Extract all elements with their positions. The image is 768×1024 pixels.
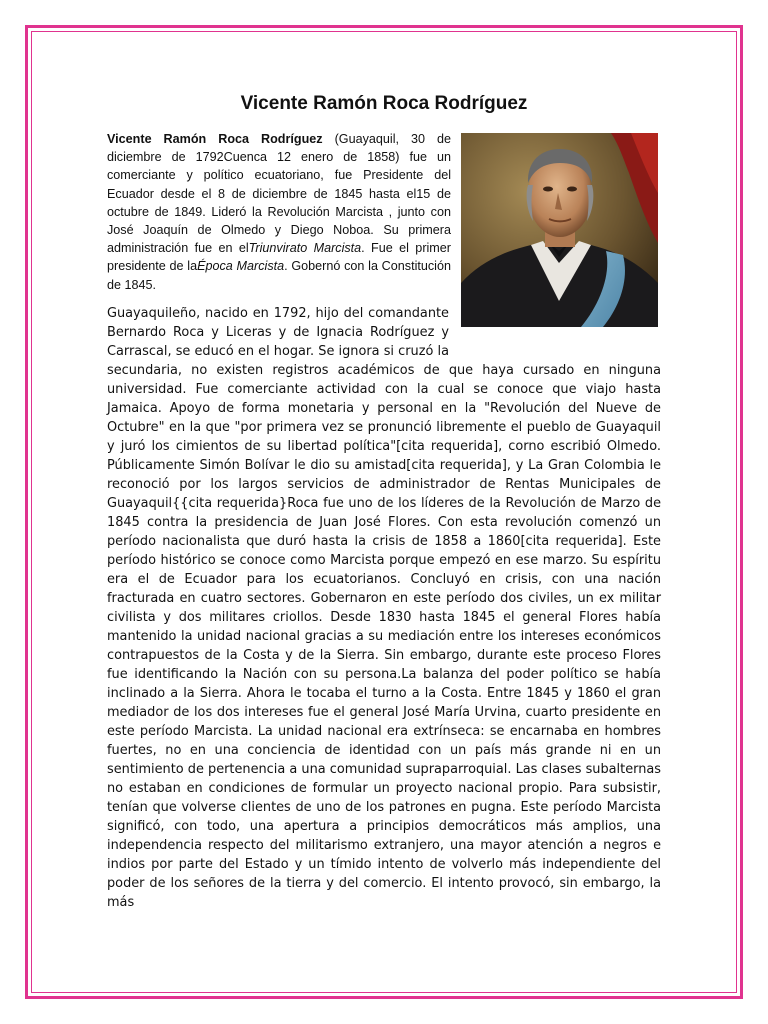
intro-text-3: . Gobernó con la Constitución de 1845.	[107, 259, 451, 292]
intro-italic-1: Triunvirato Marcista	[248, 241, 362, 256]
intro-text-1: (Guayaquil, 30 de diciembre de 1792Cuenca 12 enero de 1858) fue un comerciante y político ecuatoriano, fue Presidente del Ecuador desde el 8 de diciembre de 1845 hasta el15 de octubre de 1849. Lideró la Revolución Marcista , junto con José Joaquín de Olmedo y Diego Noboa. Su primera administración fue en el	[107, 132, 451, 256]
body-paragraph	[107, 304, 661, 912]
image-wrap-spacer	[449, 304, 661, 352]
body-text: Guayaquileño, nacido en 1792, hijo del comandante Bernardo Roca y Liceras y de Ignacia Rodríguez y Carrascal, se educó en el hogar. Se ignora si cruzó la secundaria, no existen registros académicos de que haya cursado en ninguna universidad. Fue comerciante actividad con la cual se conoce que viajo hasta Jamaica. Apoyo de forma monetaria y personal en la "Revolución del Nueve de Octubre" en la que "por primera vez se pronunció libremente el pueblo de Guayaquil y juró los cimientos de su libertad política"[cita requerida], corno escribió Olmedo. Públicamente Simón Bolívar le dio su amistad[cita requerida], y La Gran Colombia le reconoció por los largos servicios de administrador de Rentas Municipales de Guayaquil{{cita requerida}Roca fue uno de los líderes de la Revolución de Marzo de 1845 contra la presidencia de Juan José Flores. Con esta revolución comenzó un período nacionalista que duró hasta la crisis de 1858 a 1860[cita requerida]. Este período histórico se conoce como Marcista porque empezó en ese marzo. Su espíritu era el de Ecuador para los ecuatorianos. Concluyó en crisis, con una nación fracturada en cuatro sectores. Gobernaron en este período dos civiles, un ex militar civilista y dos militares criollos. Desde 1830 hasta 1845 el general Flores había mantenido la unidad nacional gracias a su mediación entre los intereses económicos contrapuestos de la Costa y de la Sierra. Sin embargo, durante este proceso Flores fue identificando la Nación con su persona.La balanza del poder político se había inclinado a la Sierra. Ahora le tocaba el turno a la Costa. Entre 1845 y 1860 el gran mediador de los dos intereses fue el general José María Urvina, cuarto presidente en este período Marcista. La unidad nacional era extrínseca: se encarnaba en hombres fuertes, no en una conciencia de identidad con un país más grande ni en un sentimiento de pertenencia a una comunidad supraparroquial. Las clases subalternas no estaban en condiciones de formular un proyecto nacional propio. Para subsistir, tenían que volverse clientes de uno de los patrones en pugna. Este período Marcista significó, con todo, una apertura a principios democráticos más amplios, una independencia respecto del militarismo extranjero, una mayor atención a negros e indios por parte del Estado y un tímido intento de volverlo más independiente del poder de los señores de la tierra y del comercio. El intento provocó, sin embargo, la más	[107, 306, 661, 910]
page-title: Vicente Ramón Roca Rodríguez	[240, 93, 528, 114]
intro-text-2: . Fue el primer presidente de la	[107, 241, 451, 274]
intro-italic-2: Época Marcista	[197, 259, 285, 274]
portrait-image	[461, 133, 658, 327]
intro-name: Vicente Ramón Roca Rodríguez	[107, 132, 323, 146]
intro-paragraph	[107, 130, 451, 294]
